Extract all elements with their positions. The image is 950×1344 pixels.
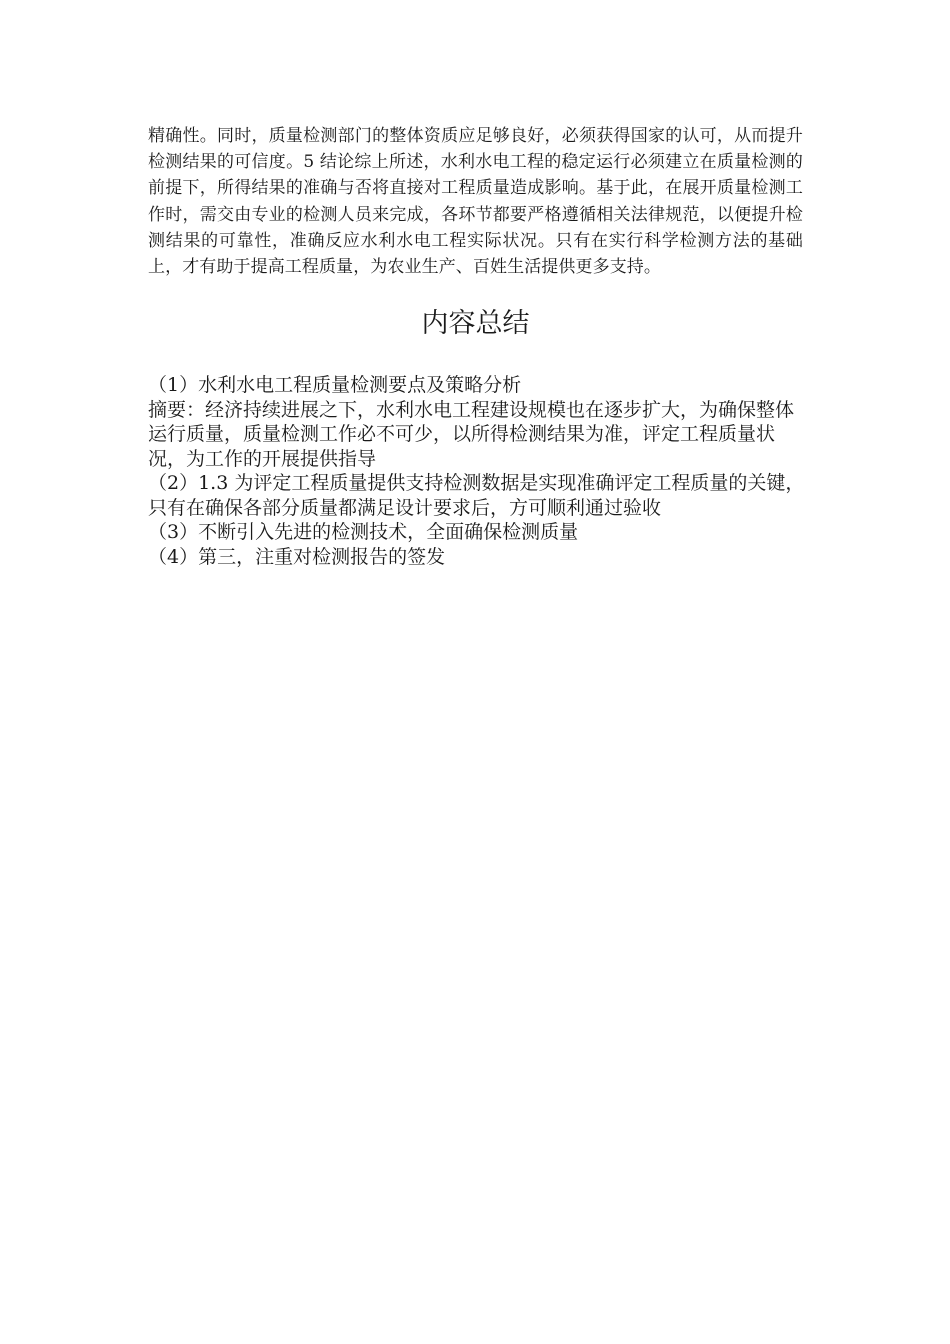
summary-item: （2）1.3 为评定工程质量提供支持检测数据是实现准确评定工程质量的关键，只有在确保各部分质量都满足设计要求后，方可顺利通过验收 [148, 472, 805, 519]
intro-paragraph: 精确性。同时，质量检测部门的整体资质应足够良好，必须获得国家的认可，从而提升检测结果的可信度。5 结论综上所述，水利水电工程的稳定运行必须建立在质量检测的前提下，所得结果的准确与否将直接对工程质量造成影响。基于此，在展开质量检测工作时，需交由专业的检测人员来完成，各环节都要严格遵循相关法律规范，以便提升检测结果的可靠性，准确反应水利水电工程实际状况。只有在实行科学检测方法的基础上，才有助于提高工程质量，为农业生产、百姓生活提供更多支持。 [148, 126, 803, 278]
summary-item: （4）第三，注重对检测报告的签发 [148, 545, 446, 568]
summary-item: 摘要：经济持续进展之下，水利水电工程建设规模也在逐步扩大，为确保整体运行质量，质量检测工作必不可少，以所得检测结果为准，评定工程质量状况，为工作的开展提供指导 [148, 398, 795, 470]
summary-item: （1）水利水电工程质量检测要点及策略分析 [148, 374, 522, 396]
section-title: 内容总结 [421, 308, 530, 339]
summary-item: （3）不断引入先进的检测技术，全面确保检测质量 [148, 521, 579, 543]
summary-list [148, 373, 808, 569]
